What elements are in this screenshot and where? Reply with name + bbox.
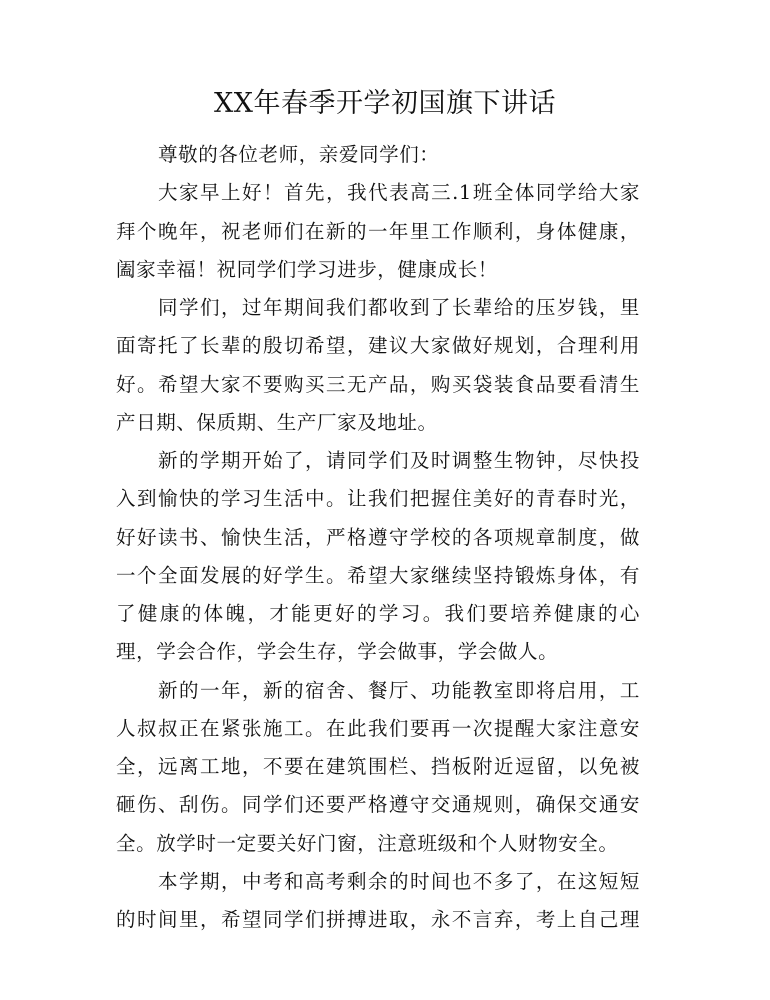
paragraph-line: 人叔叔正在紧张施工。在此我们要再一次提醒大家注意安 <box>116 716 640 740</box>
paragraph-line: 砸伤、刮伤。同学们还要严格遵守交通规则，确保交通安 <box>116 793 640 817</box>
paragraph-line: 新的一年，新的宿舍、餐厅、功能教室即将启用，工 <box>158 678 640 702</box>
paragraph-line: 好。希望大家不要购买三无产品，购买袋装食品要看清生 <box>116 372 640 396</box>
paragraph-line: 面寄托了长辈的殷切希望，建议大家做好规划，合理利用 <box>116 334 640 358</box>
paragraph-line: 全，远离工地，不要在建筑围栏、挡板附近逗留，以免被 <box>116 755 640 778</box>
salutation-line: 尊敬的各位老师，亲爱同学们： <box>158 143 440 166</box>
paragraph-line: 大家早上好！首先，我代表高三.1班全体同学给大家 <box>158 181 640 205</box>
paragraph-line: 的时间里，希望同学们拼搏进取，永不言弃，考上自己理 <box>116 908 640 931</box>
paragraph-line: 了健康的体魄，才能更好的学习。我们要培养健康的心 <box>116 602 640 625</box>
paragraph-line: 本学期，中考和高考剩余的时间也不多了，在这短短 <box>158 869 640 893</box>
paragraph-line: 拜个晚年，祝老师们在新的一年里工作顺利，身体健康， <box>116 219 640 243</box>
paragraph-line: 入到愉快的学习生活中。让我们把握住美好的青春时光， <box>116 487 640 511</box>
paragraph-line: 一个全面发展的好学生。希望大家继续坚持锻炼身体，有 <box>116 563 640 587</box>
paragraph-line: 全。放学时一定要关好门窗，注意班级和个人财物安全。 <box>116 831 619 855</box>
paragraph-line: 好好读书、愉快生活，严格遵守学校的各项规章制度，做 <box>116 525 640 549</box>
paragraph-line: 理，学会合作，学会生存，学会做事，学会做人。 <box>116 640 559 664</box>
paragraph-line: 阖家幸福！祝同学们学习进步，健康成长！ <box>116 257 498 281</box>
document-title: XX年春季开学初国旗下讲话 <box>214 88 556 119</box>
paragraph-line: 产日期、保质期、生产厂家及地址。 <box>116 410 438 434</box>
document-body <box>116 136 640 939</box>
paragraph-line: 新的学期开始了，请同学们及时调整生物钟，尽快投 <box>158 449 640 472</box>
paragraph-line: 同学们，过年期间我们都收到了长辈给的压岁钱，里 <box>158 296 640 319</box>
